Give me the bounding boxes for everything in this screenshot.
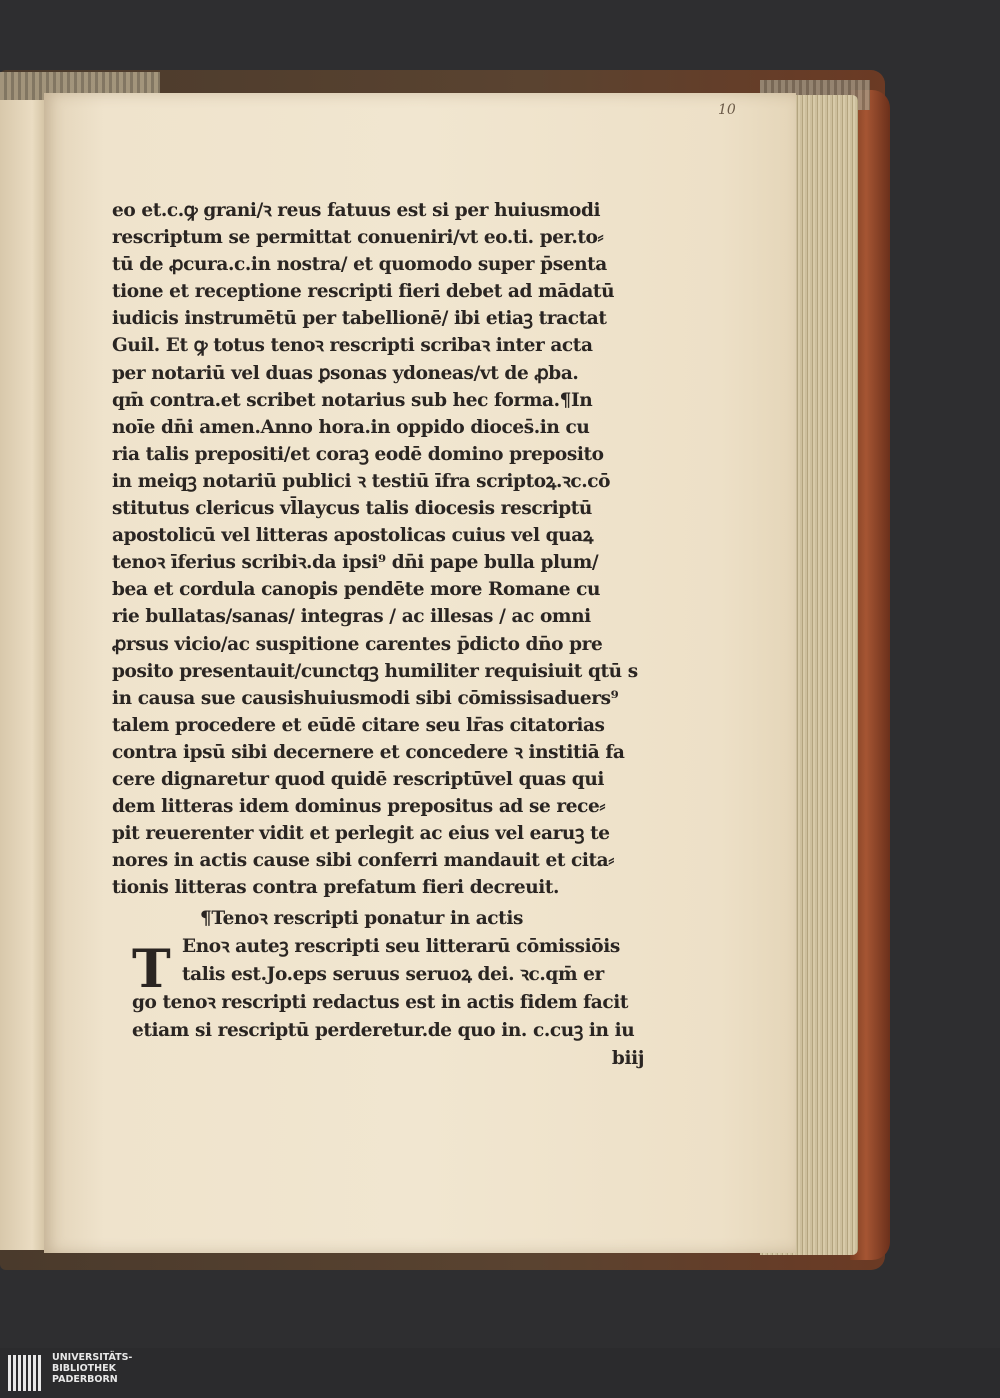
text-line: ria talis prepositi/et coraꝫ eodē domino preposito — [112, 443, 604, 465]
para2-line-3: go tenoꝛ rescripti redactus est in actis fidem facit — [132, 992, 628, 1013]
text-line: iudicis instrumētū per tabellionē/ ibi etiaꝫ tractat — [112, 308, 607, 330]
text-line: pit reuerenter vidit et perlegit ac eius vel earuꝫ te — [112, 823, 610, 845]
second-paragraph — [132, 905, 652, 1073]
logo-line-2: BIBLIOTHEK — [52, 1363, 116, 1374]
text-line: tū de ꝓcura.c.in nostra/ et quomodo super p̄senta — [112, 254, 607, 276]
text-line: tenoꝛ īferius scribiꝛ.da ipsi⁹ dn̄i pape bulla plum/ — [112, 552, 599, 574]
text-line: ꝓrsus vicio/ac suspitione carentes p̄dicto dn̄o pre — [112, 633, 603, 655]
text-line: noīe dn̄i amen.Anno hora.in oppido dioces̄.in cu — [112, 416, 590, 438]
left-page-sliver — [0, 100, 47, 1250]
logo-line-1: UNIVERSITÄTS- — [52, 1352, 133, 1363]
library-logo-text — [52, 1352, 192, 1385]
library-logo-icon — [6, 1351, 44, 1395]
folio-number: 10 — [718, 102, 736, 118]
rubric-line: ¶Tenoꝛ rescripti ponatur in actis — [200, 908, 523, 929]
text-line: dem litteras idem dominus prepositus ad se rece⸗ — [112, 796, 606, 818]
text-line: Guil. Et ꝙ totus tenoꝛ rescripti scribaꝛ inter acta — [112, 335, 593, 357]
logo-line-3: PADERBORN — [52, 1374, 118, 1385]
para2-line-1: Enoꝛ auteꝫ rescripti seu litterarū cōmissiōis — [182, 936, 620, 957]
main-text-block — [112, 197, 657, 901]
text-line: nores in actis cause sibi conferri mandauit et cita⸗ — [112, 850, 615, 872]
text-line: rie bullatas/sanas/ integras / ac illesas / ac omni — [112, 606, 591, 628]
text-line: talem procedere et eūdē citare seu lr̄as citatorias — [112, 714, 605, 736]
drop-capital: T — [132, 939, 171, 1000]
text-line: eo et.c.ꝙ grani/ꝛ reus fatuus est si per huiusmodi — [112, 200, 601, 221]
text-line: in meiqꝫ notariū publici ꝛ testiū īfra scriptoꝝ.ꝛc.cō — [112, 470, 611, 492]
text-line: rescriptum se permittat conueniri/vt eo.ti. per.to⸗ — [112, 227, 604, 249]
para2-line-2: talis est.Jo.eps seruus seruoꝝ dei. ꝛc.qm̄ er — [182, 964, 604, 985]
text-line: in causa sue causishuiusmodi sibi cōmissisaduers⁹ — [112, 687, 619, 709]
para2-line-4: etiam si rescriptū perderetur.de quo in. c.cuꝫ in iu — [132, 1020, 635, 1041]
text-line: tione et receptione rescripti fieri debet ad mādatū — [112, 281, 615, 303]
text-line: tionis litteras contra prefatum fieri decreuit. — [112, 877, 560, 899]
text-line: posito presentauit/cunctqꝫ humiliter requisiuit qtū s — [112, 660, 638, 682]
text-line: apostolicū vel litteras apostolicas cuius vel quaꝝ — [112, 525, 594, 547]
text-line: per notariū vel duas ꝑsonas ydoneas/vt de ꝓba. — [112, 362, 579, 384]
text-line: qm̄ contra.et scribet notarius sub hec forma.¶In — [112, 389, 593, 411]
text-line: contra ipsū sibi decernere et concedere ꝛ institiā fa — [112, 741, 625, 763]
signature-mark: biij — [611, 1048, 644, 1069]
text-line: cere dignaretur quod quidē rescriptūvel quas qui — [112, 768, 605, 790]
text-line: stitutus clericus vl̄laycus talis diocesis rescriptū — [112, 498, 592, 520]
text-line: bea et cordula canopis pendēte more Romane cu — [112, 579, 601, 601]
